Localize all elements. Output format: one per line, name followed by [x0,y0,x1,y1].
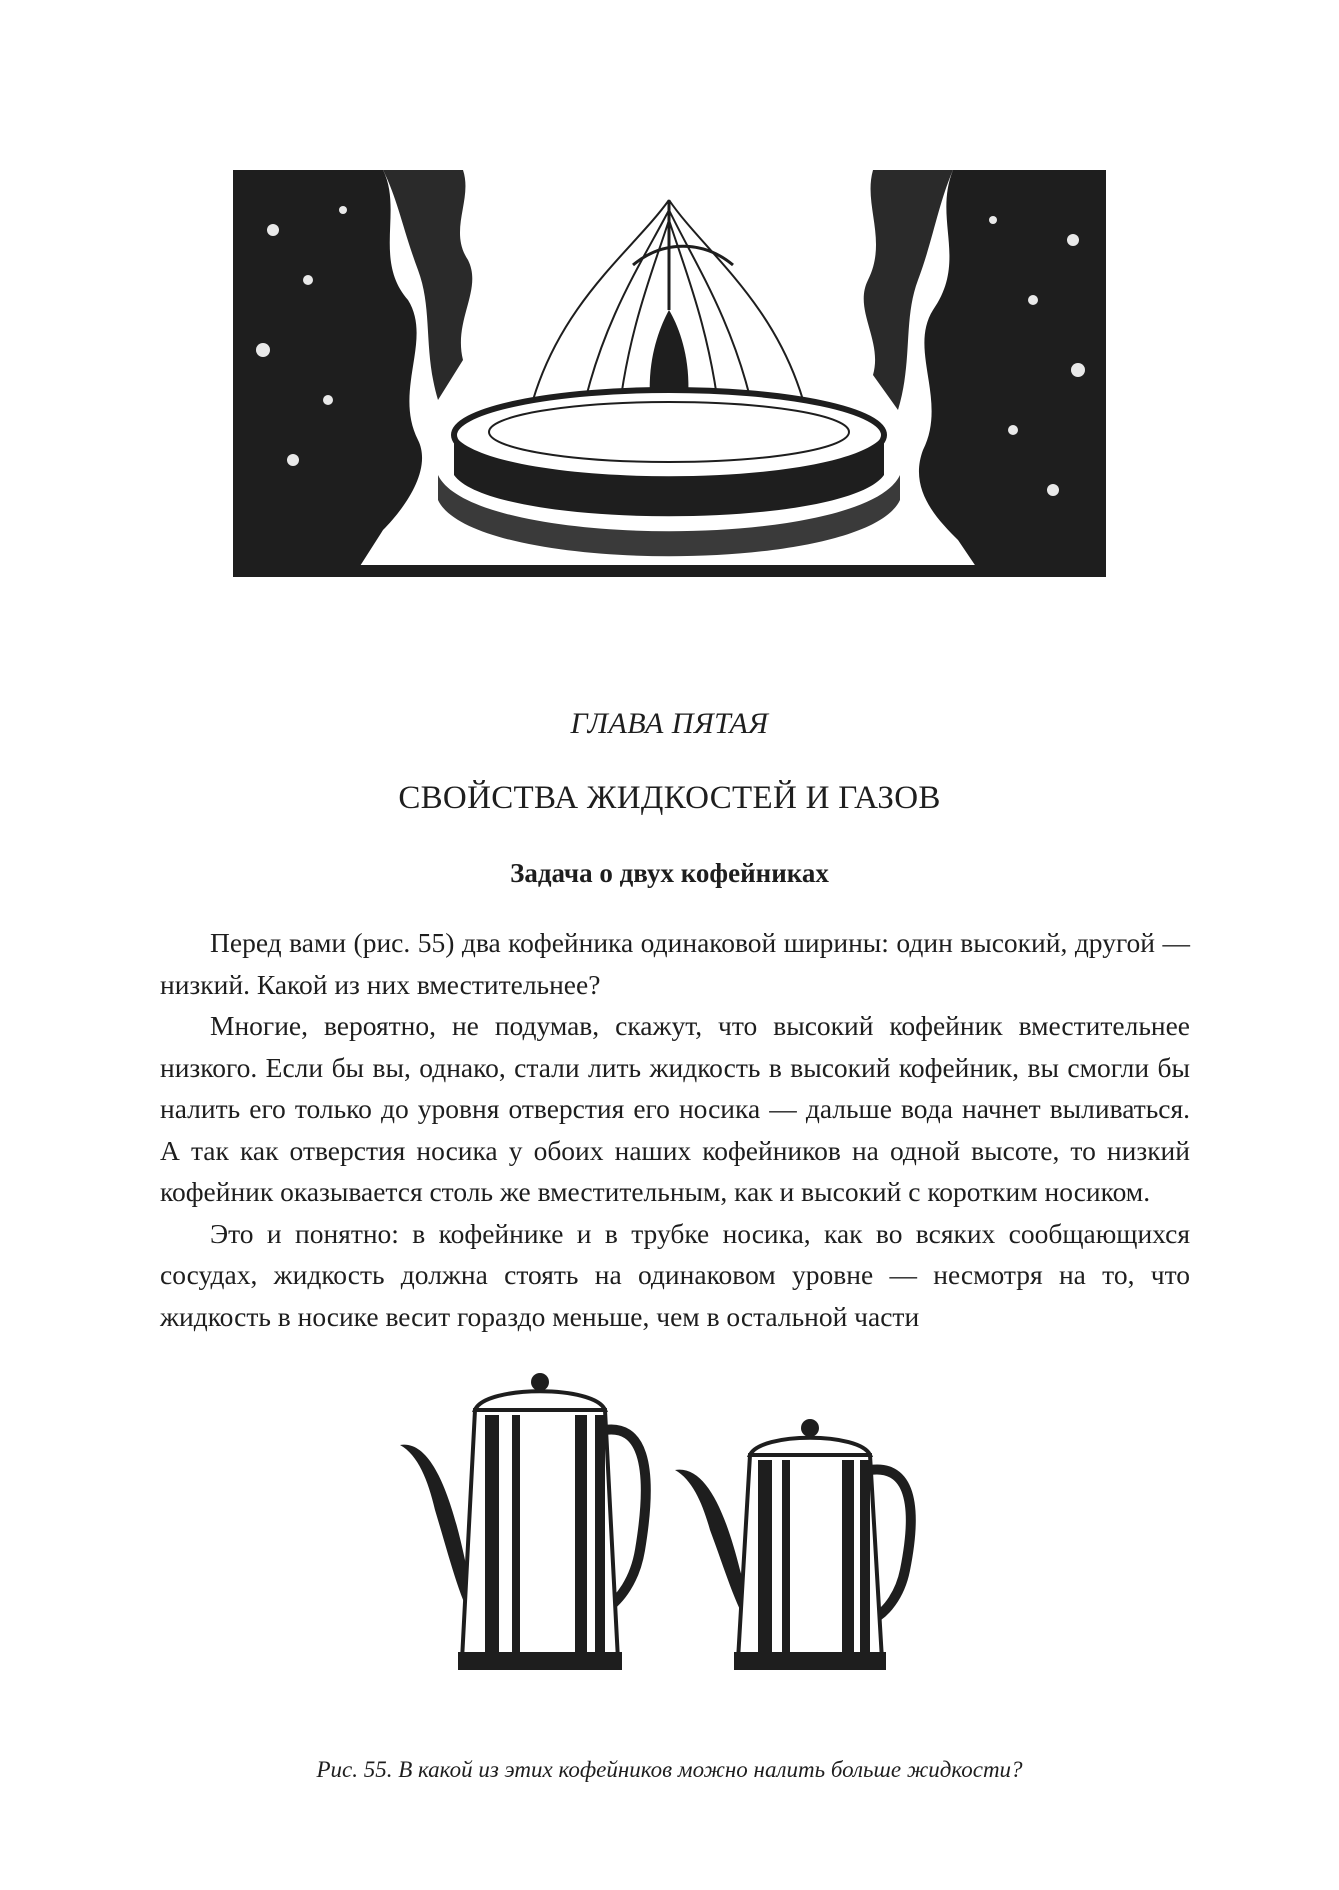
short-coffeepot [675,1419,911,1670]
paragraph: Это и понятно: в кофейнике и в трубке носика, как во всяких сообщающихся сосудах, жидкость должна стоять на одинаковом уровне — несмотря на то, что жидкость в носике весит гораздо меньше, чем в остальной части [160,1217,1190,1332]
tall-coffeepot [400,1373,646,1670]
paragraph: Многие, вероятно, не подумав, скажут, что высокий кофейник вместительнее низкого. Если бы вы, однако, стали лить жидкость в высокий кофейник, вы смогли бы налить его только до уровня отверстия его носика — дальше вода начнет выливаться. А так как отверстия носика у обоих наших кофейников на одной высоте, то низкий кофейник оказывается столь же вместительным, как и высокий с коротким носиком. [160,1010,1190,1207]
fountain-engraving-image [233,170,1106,577]
coffeepots-illustration [390,1370,950,1700]
figure-caption: Рис. 55. В какой из этих кофейников можно налить больше жидкости? [316,1757,1023,1782]
coffeepots-figure [390,1370,950,1700]
body-text [160,922,1190,1337]
chapter-title: СВОЙСТВА ЖИДКОСТЕЙ И ГАЗОВ [398,780,941,816]
chapter-label: ГЛАВА ПЯТАЯ [570,707,769,740]
paragraph: Перед вами (рис. 55) два кофейника одинаковой ширины: один высокий, другой — низкий. Какой из них вместительнее? [160,927,1190,1000]
section-title: Задача о двух кофейниках [510,858,829,888]
fountain-engraving [233,170,1106,577]
